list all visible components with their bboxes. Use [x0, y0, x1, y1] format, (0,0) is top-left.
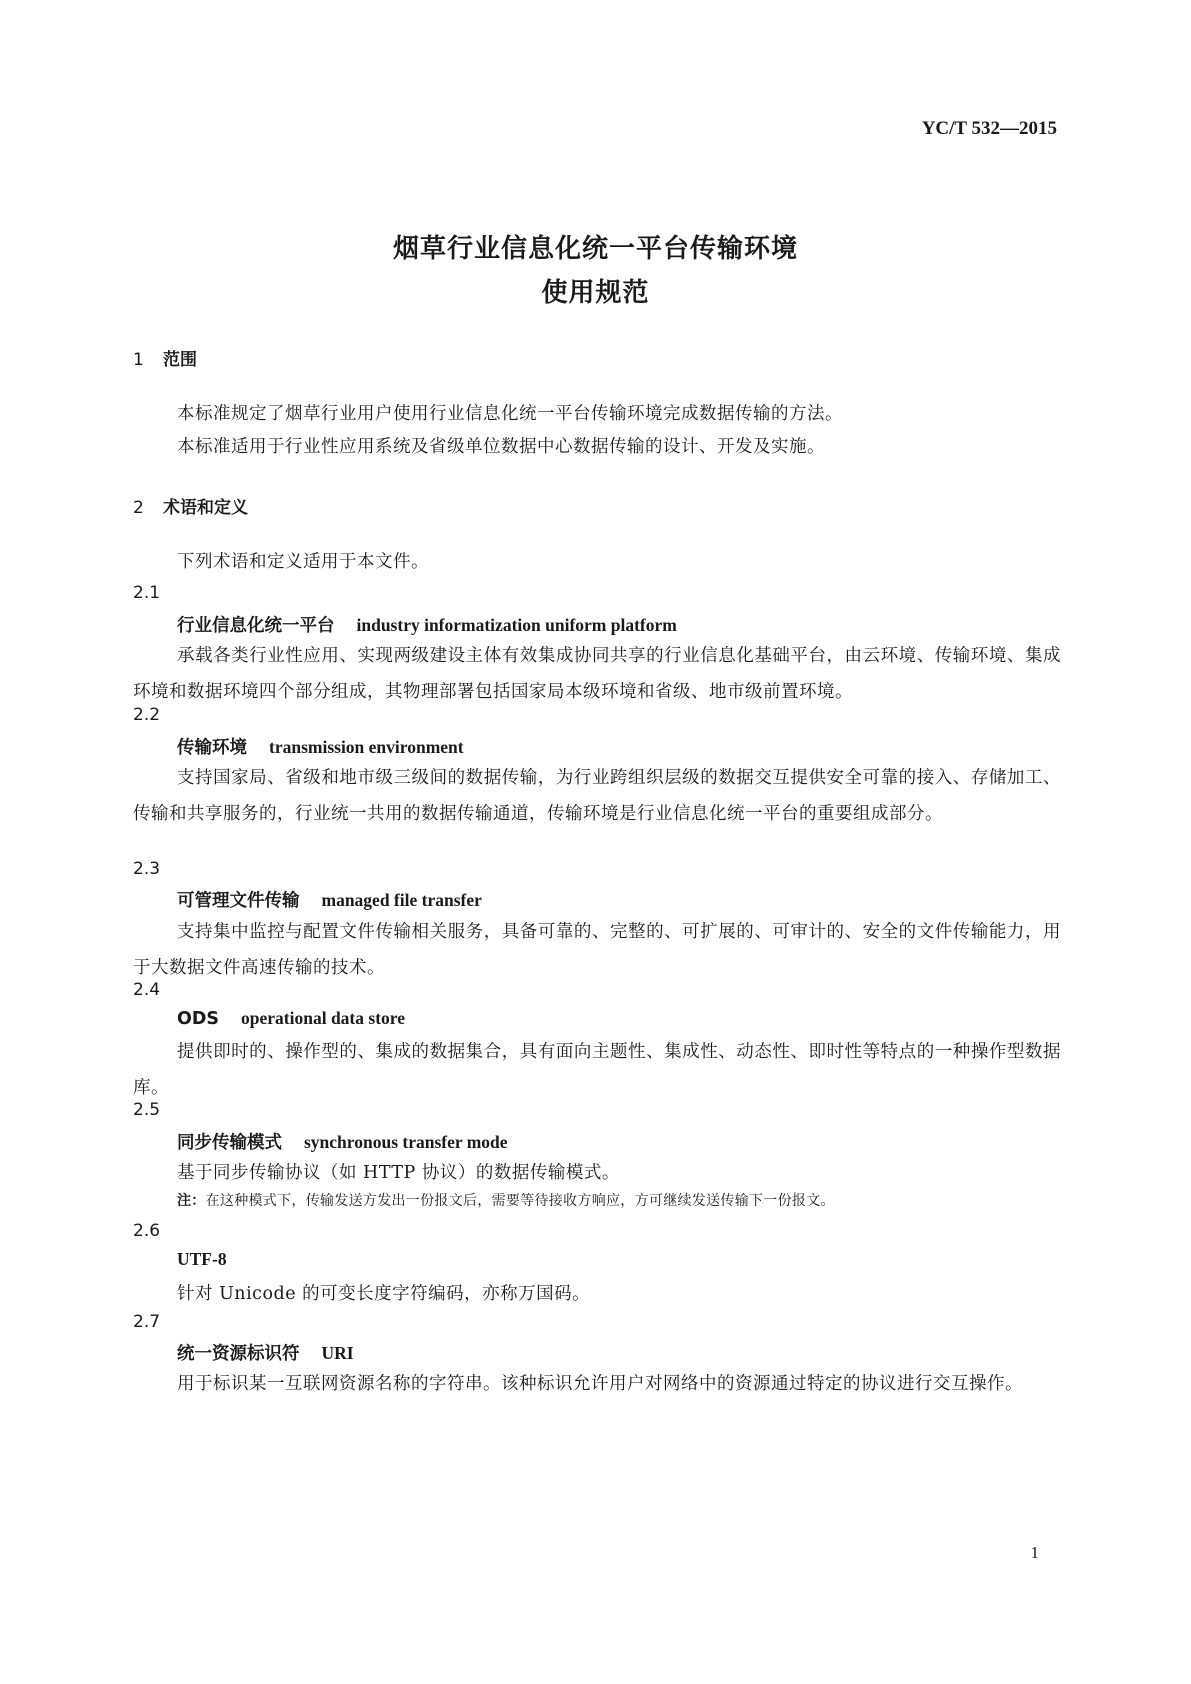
term-definition: 承载各类行业性应用、实现两级建设主体有效集成协同共享的行业信息化基础平台，由云环境、传输环境、集成环境和数据环境四个部分组成，其物理部署包括国家局本级环境和省级、地市级前置环境。 — [133, 646, 1061, 702]
section-heading-terms — [133, 493, 248, 518]
scope-paragraph: 本标准适用于行业性应用系统及省级单位数据中心数据传输的设计、开发及实施。 — [177, 437, 825, 457]
term-zh: 行业信息化统一平台 — [177, 616, 335, 636]
term-heading — [177, 1249, 227, 1270]
section-number: 1 — [133, 350, 144, 370]
term-heading — [177, 734, 464, 759]
section-title: 范围 — [163, 350, 197, 370]
document-title-line2: 使用规范 — [541, 278, 650, 308]
terms-intro: 下列术语和定义适用于本文件。 — [177, 552, 429, 572]
term-zh: 可管理文件传输 — [177, 891, 300, 911]
term-zh: ODS — [177, 1009, 220, 1029]
term-definition: 用于标识某一互联网资源名称的字符串。该种标识允许用户对网络中的资源通过特定的协议进行交互操作。 — [177, 1374, 1023, 1394]
section-heading-scope — [133, 345, 197, 370]
term-zh: 同步传输模式 — [177, 1133, 282, 1153]
term-heading — [177, 1129, 508, 1154]
section-title: 术语和定义 — [163, 498, 248, 518]
term-heading — [177, 1340, 354, 1365]
term-definition: 支持集中监控与配置文件传输相关服务，具备可靠的、完整的、可扩展的、可审计的、安全的文件传输能力，用于大数据文件高速传输的技术。 — [133, 922, 1061, 978]
term-zh: UTF-8 — [177, 1249, 227, 1269]
document-title: 烟草行业信息化统一平台传输环境 — [392, 234, 798, 264]
term-definition: 支持国家局、省级和地市级三级间的数据传输，为行业跨组织层级的数据交互提供安全可靠的接入、存储加工、传输和共享服务的，行业统一共用的数据传输通道，传输环境是行业信息化统一平台的重要组成部分。 — [133, 768, 1061, 824]
term-heading — [177, 1008, 405, 1029]
term-note — [177, 1190, 835, 1210]
term-en: managed file transfer — [321, 890, 482, 910]
standard-code: YC/T 532—2015 — [921, 118, 1057, 139]
scope-paragraph: 本标准规定了烟草行业用户使用行业信息化统一平台传输环境完成数据传输的方法。 — [177, 404, 843, 424]
clause-number: 2.1 — [133, 583, 161, 603]
term-zh: 传输环境 — [177, 738, 247, 758]
term-definition: 基于同步传输协议（如 HTTP 协议）的数据传输模式。 — [177, 1163, 620, 1183]
term-en: transmission environment — [269, 737, 464, 757]
term-heading — [177, 612, 677, 637]
term-en: synchronous transfer mode — [304, 1132, 508, 1152]
note-label: 注： — [177, 1193, 206, 1209]
section-number: 2 — [133, 498, 144, 518]
clause-number: 2.5 — [133, 1100, 161, 1120]
term-en: URI — [321, 1343, 354, 1363]
page-number: 1 — [1030, 1543, 1039, 1562]
clause-number: 2.4 — [133, 980, 161, 1000]
clause-number: 2.2 — [133, 705, 161, 725]
term-en: industry informatization uniform platform — [356, 615, 677, 635]
clause-number: 2.7 — [133, 1312, 161, 1332]
note-text: 在这种模式下，传输发送方发出一份报文后，需要等待接收方响应，方可继续发送传输下一份报文。 — [205, 1193, 835, 1209]
clause-number: 2.6 — [133, 1221, 161, 1241]
term-definition: 提供即时的、操作型的、集成的数据集合，具有面向主题性、集成性、动态性、即时性等特点的一种操作型数据库。 — [133, 1042, 1061, 1098]
term-heading — [177, 887, 482, 912]
clause-number: 2.3 — [133, 859, 161, 879]
term-en: operational data store — [241, 1008, 405, 1028]
term-zh: 统一资源标识符 — [177, 1344, 300, 1364]
term-definition: 针对 Unicode 的可变长度字符编码，亦称万国码。 — [177, 1284, 591, 1304]
